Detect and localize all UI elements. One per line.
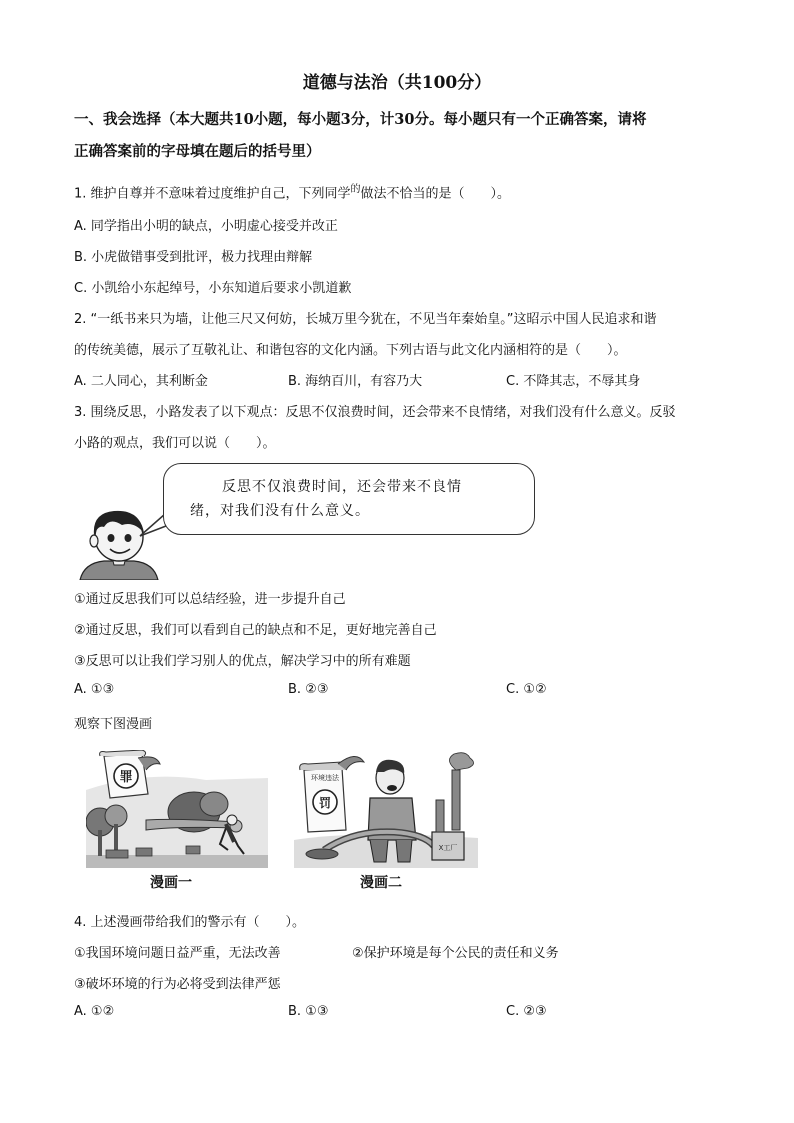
q4-option-c: C. ②③ bbox=[506, 1004, 547, 1019]
speech-bubble-line2: 绪，对我们没有什么意义。 bbox=[190, 503, 370, 519]
q3-statement-2: ②通过反思，我们可以看到自己的缺点和不足，更好地完善自己 bbox=[74, 623, 437, 638]
q2-option-c: C. 不降其志，不辱其身 bbox=[506, 374, 641, 389]
q3-option-a: A. ①③ bbox=[74, 682, 115, 697]
q1-stem-sup: 的 bbox=[350, 184, 361, 195]
q3-statement-3: ③反思可以让我们学习别人的优点，解决学习中的所有难题 bbox=[74, 654, 411, 669]
comic-one-caption: 漫画一 bbox=[150, 875, 192, 891]
comic-one-stamp: 罪 bbox=[119, 770, 133, 785]
speech-bubble-line1: 反思不仅浪费时间，还会带来不良情 bbox=[222, 479, 462, 495]
speech-bubble bbox=[163, 463, 535, 535]
q4-statement-2: ②保护环境是每个公民的责任和义务 bbox=[352, 946, 559, 961]
q2-stem-line2: 的传统美德，展示了互敬礼让、和谐包容的文化内涵。下列古语与此文化内涵相符的是（ ）。 bbox=[74, 343, 627, 358]
page-title: 道德与法治（共100分） bbox=[302, 73, 492, 93]
comic-two-illustration bbox=[294, 750, 478, 868]
q3-stem-line1: 3. 围绕反思，小路发表了以下观点：反思不仅浪费时间，还会带来不良情绪，对我们没有什么意义。反驳 bbox=[74, 405, 676, 420]
q2-stem-line1: 2. “一纸书来只为墙，让他三尺又何妨，长城万里今犹在，不见当年秦始皇。”这昭示中国人民追求和谐 bbox=[74, 312, 657, 327]
q4-option-b: B. ①③ bbox=[288, 1004, 329, 1019]
q4-option-a: A. ①② bbox=[74, 1004, 115, 1019]
observe-instruction: 观察下图漫画 bbox=[74, 717, 153, 732]
comic-two-paper-label: 环境违法 bbox=[311, 774, 339, 782]
section-heading-line1: 一、我会选择（本大题共10小题，每小题3分，计30分。每小题只有一个正确答案，请将 bbox=[74, 111, 647, 128]
q3-option-b: B. ②③ bbox=[288, 682, 329, 697]
q1-option-a: A. 同学指出小明的缺点，小明虚心接受并改正 bbox=[74, 219, 338, 234]
q1-stem bbox=[74, 180, 510, 201]
comic-two-barrel-label: X工厂 bbox=[438, 844, 458, 852]
comic-two-caption: 漫画二 bbox=[360, 875, 402, 891]
q4-stem: 4. 上述漫画带给我们的警示有（ ）。 bbox=[74, 915, 306, 930]
comic-two-stamp: 罚 bbox=[318, 796, 332, 810]
q1-option-c: C. 小凯给小东起绰号，小东知道后要求小凯道歉 bbox=[74, 281, 352, 296]
comic-one-illustration bbox=[86, 750, 268, 868]
q2-option-b: B. 海纳百川，有容乃大 bbox=[288, 374, 423, 389]
q1-stem-a: 1. 维护自尊并不意味着过度维护自己，下列同学 bbox=[74, 186, 351, 202]
q4-statement-3: ③破坏环境的行为必将受到法律严惩 bbox=[74, 977, 281, 992]
section-heading-line2: 正确答案前的字母填在题后的括号里） bbox=[74, 143, 321, 160]
q2-option-a: A. 二人同心，其利断金 bbox=[74, 374, 208, 389]
q3-statement-1: ①通过反思我们可以总结经验，进一步提升自己 bbox=[74, 592, 346, 607]
q1-option-b: B. 小虎做错事受到批评，极力找理由辩解 bbox=[74, 250, 313, 265]
q3-stem-line2: 小路的观点，我们可以说（ ）。 bbox=[74, 436, 276, 451]
q3-option-c: C. ①② bbox=[506, 682, 547, 697]
q4-statement-1: ①我国环境问题日益严重，无法改善 bbox=[74, 946, 281, 961]
q1-stem-b: 做法不恰当的是（ ）。 bbox=[360, 186, 511, 202]
